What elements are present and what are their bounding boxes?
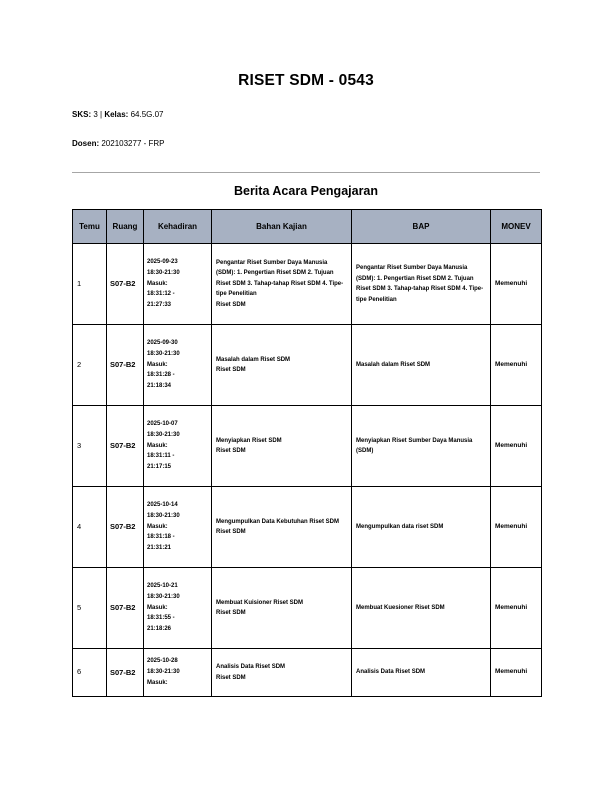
session-date: 2025-10-14 [147,502,178,509]
temu-cell: 2 [73,325,107,406]
bahan-kajian-text: Analisis Data Riset SDM [216,664,286,670]
session-date: 2025-09-23 [147,259,178,266]
kehadiran-cell [144,244,212,325]
masuk-label: Masuk: [147,361,168,368]
header-bap: BAP [352,210,491,244]
temu-cell: 6 [73,649,107,697]
bahan-kajian-text: Mengumpulkan Data Kebutuhan Riset SDM [216,518,340,525]
monev-cell: Memenuhi [491,406,542,487]
table-row [73,568,542,649]
masuk-label: Masuk: [147,442,168,449]
course-title: RISET SDM - 0543 [238,72,374,89]
session-time: 18:30-21:30 [147,512,180,519]
keluar-time: 21:18:26 [147,626,172,633]
session-time: 18:30-21:30 [147,431,180,438]
monev-cell: Memenuhi [491,244,542,325]
bap-cell: Membuat Kuesioner Riset SDM [352,568,491,649]
monev-cell: Memenuhi [491,325,542,406]
kehadiran-cell [144,406,212,487]
masuk-label: Masuk: [147,523,168,530]
masuk-label: Masuk: [147,679,168,686]
bahan-kajian-cell [212,244,352,325]
dosen-line [72,139,165,148]
ruang-cell: S07-B2 [107,244,144,325]
kehadiran-cell [144,649,212,697]
session-time: 18:30-21:30 [147,269,180,276]
temu-cell: 4 [73,487,107,568]
table-row [73,325,542,406]
masuk-time: 18:31:55 - [147,615,175,622]
kehadiran-cell [144,568,212,649]
masuk-time: 18:31:18 - [147,534,175,541]
table-row [73,244,542,325]
table-row [73,649,542,697]
keluar-time: 21:31:21 [147,545,172,552]
kehadiran-cell [144,325,212,406]
bap-cell: Mengumpulkan data riset SDM [352,487,491,568]
header-temu: Temu [73,210,107,244]
session-time: 18:30-21:30 [147,593,180,600]
session-date: 2025-10-07 [147,421,178,428]
keluar-time: 21:18:34 [147,383,172,390]
bap-cell: Masalah dalam Riset SDM [352,325,491,406]
bahan-kajian-text: Masalah dalam Riset SDM [216,356,291,363]
ruang-cell: S07-B2 [107,649,144,697]
header-ruang: Ruang [107,210,144,244]
bap-cell: Pengantar Riset Sumber Daya Manusia (SDM): 1. Pengertian Riset SDM 2. Tujuan Riset SDM 3. Tahap-tahap Riset SDM 4. Tipe-tipe Penelitian [352,244,491,325]
bahan-kajian-text: Membuat Kuisioner Riset SDM [216,599,304,606]
bahan-kajian-course: Riset SDM [216,529,246,535]
ruang-cell: S07-B2 [107,487,144,568]
bahan-kajian-course: Riset SDM [216,367,246,373]
dosen-label: Dosen: [72,139,100,148]
bap-cell: Analisis Data Riset SDM [352,649,491,697]
masuk-time: 18:31:12 - [147,291,175,298]
header-kehadiran: Kehadiran [144,210,212,244]
bahan-kajian-course: Riset SDM [216,301,246,308]
ruang-cell: S07-B2 [107,406,144,487]
monev-cell: Memenuhi [491,487,542,568]
ruang-cell: S07-B2 [107,568,144,649]
table-header-row [73,210,542,244]
bahan-kajian-cell [212,568,352,649]
bahan-kajian-cell [212,649,352,697]
dosen-value: 202103277 - FRP [99,139,165,148]
section-title: Berita Acara Pengajaran [233,184,379,198]
sks-value: 3 | [91,110,105,119]
temu-cell: 5 [73,568,107,649]
berita-acara-table [72,209,542,697]
bahan-kajian-course: Riset SDM [216,610,246,616]
table-row [73,487,542,568]
session-date: 2025-09-30 [147,340,178,347]
temu-cell: 1 [73,244,107,325]
kelas-value: 64.5G.07 [128,110,164,119]
monev-cell: Memenuhi [491,568,542,649]
session-time: 18:30-21:30 [147,669,180,676]
bahan-kajian-cell [212,487,352,568]
table-row [73,406,542,487]
header-monev: MONEV [491,210,542,244]
session-date: 2025-10-21 [147,583,178,590]
session-time: 18:30-21:30 [147,350,180,357]
keluar-time: 21:27:33 [147,302,172,309]
header-bahan-kajian: Bahan Kajian [212,210,352,244]
session-date: 2025-10-28 [147,658,178,665]
ruang-cell: S07-B2 [107,325,144,406]
bahan-kajian-text: Menyiapkan Riset SDM [216,437,282,444]
masuk-time: 18:31:11 - [147,453,175,460]
kelas-label: Kelas: [104,110,129,119]
divider [72,172,540,173]
bahan-kajian-course: Riset SDM [216,674,246,681]
temu-cell: 3 [73,406,107,487]
bahan-kajian-cell [212,325,352,406]
bahan-kajian-cell [212,406,352,487]
bahan-kajian-course: Riset SDM [216,448,246,454]
kehadiran-cell [144,487,212,568]
bahan-kajian-text: Pengantar Riset Sumber Daya Manusia (SDM): 1. Pengertian Riset SDM 2. Tujuan Riset SDM 3. Tahap-tahap Riset SDM 4. Tipe-tipe Penelitian [216,259,344,298]
sks-label: SKS: [72,110,92,119]
masuk-time: 18:31:28 - [147,372,175,379]
course-meta-line [72,110,163,119]
masuk-label: Masuk: [147,604,168,611]
keluar-time: 21:17:15 [147,464,172,471]
masuk-label: Masuk: [147,280,168,287]
bap-cell: Menyiapkan Riset Sumber Daya Manusia (SDM) [352,406,491,487]
monev-cell: Memenuhi [491,649,542,697]
